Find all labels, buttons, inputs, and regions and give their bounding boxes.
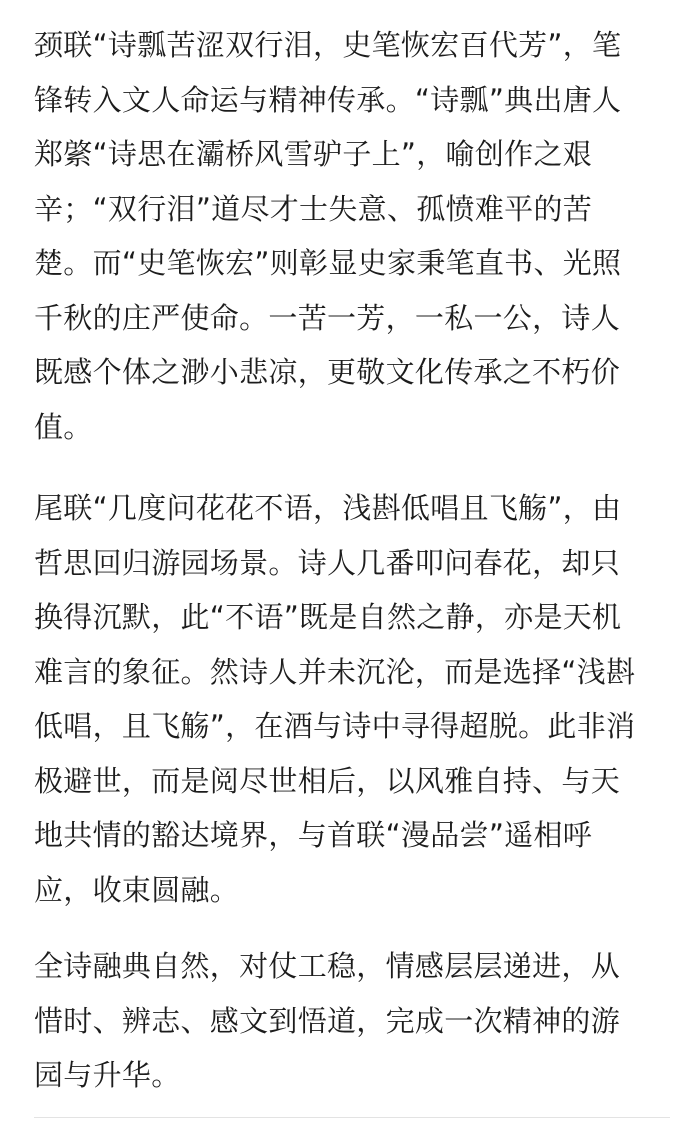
paragraph-neck-couplet xyxy=(34,18,674,454)
paragraph-spacer xyxy=(34,454,674,481)
text-line: 楚。而“史笔恢宏”则彰显史家秉笔直书、光照 xyxy=(34,246,622,280)
text-line: 尾联“几度问花花不语，浅斟低唱且飞觞”，由 xyxy=(34,491,622,525)
text-line: 地共情的豁达境界，与首联“漫品尝”遥相呼 xyxy=(34,818,593,852)
text-line: 难言的象征。然诗人并未沉沦，而是选择“浅斟 xyxy=(34,654,636,689)
text-line: 低唱，且飞觞”，在酒与诗中寻得超脱。此非消 xyxy=(34,709,636,743)
bottom-divider xyxy=(34,1117,670,1118)
text-line: 哲思回归游园场景。诗人几番叩问春花，却只 xyxy=(34,545,621,580)
text-line: 颈联“诗瓢苦涩双行泪，史笔恢宏百代芳”，笔 xyxy=(34,28,622,62)
text-line: 值。 xyxy=(34,409,93,444)
text-line: 园与升华。 xyxy=(34,1058,181,1092)
text-line: 极避世，而是阅尽世相后，以风雅自持、与天 xyxy=(34,763,621,798)
paragraph-tail-couplet xyxy=(34,481,674,917)
text-line: 千秋的庄严使命。一苦一芳，一私一公，诗人 xyxy=(34,300,621,335)
text-line: 应，收束圆融。 xyxy=(34,872,240,907)
text-line: 惜时、辨志、感文到悟道，完成一次精神的游 xyxy=(34,1003,621,1038)
text-line: 辛；“双行泪”道尽才士失意、孤愤难平的苦 xyxy=(34,191,593,226)
text-line: 郑綮“诗思在灞桥风雪驴子上”，喻创作之艰 xyxy=(34,137,593,171)
paragraph-spacer xyxy=(34,917,674,939)
text-line: 换得沉默，此“不语”既是自然之静，亦是天机 xyxy=(34,600,622,634)
text-line: 既感个体之渺小悲凉，更敬文化传承之不朽价 xyxy=(34,355,621,389)
text-line: 锋转入文人命运与精神传承。“诗瓢”典出唐人 xyxy=(34,82,622,117)
article-body xyxy=(34,18,674,1103)
paragraph-summary xyxy=(34,939,674,1103)
text-line: 全诗融典自然，对仗工稳，情感层层递进，从 xyxy=(34,949,621,983)
